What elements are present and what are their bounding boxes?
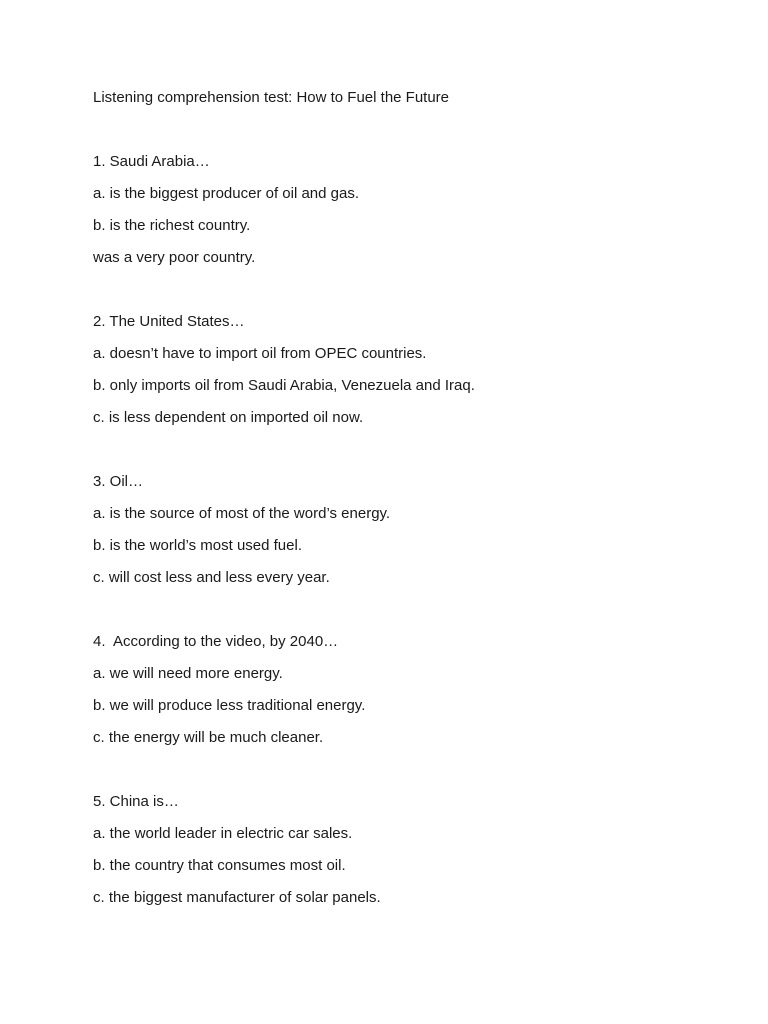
answer-option: c. is less dependent on imported oil now. [93,409,364,426]
question-text: 2. The United States… [93,313,245,330]
question-text: 4. According to the video, by 2040… [93,633,339,650]
answer-option: a. doesn’t have to import oil from OPEC countries. [93,345,427,362]
answer-option: a. the world leader in electric car sales. [93,825,353,842]
question-text: 1. Saudi Arabia… [93,153,210,170]
answer-option: c. the energy will be much cleaner. [93,729,324,746]
answer-option: was a very poor country. [93,249,256,266]
question-1 [93,151,713,269]
answer-option: a. is the source of most of the word’s energy. [93,505,391,522]
question-4 [93,631,713,749]
answer-option: b. the country that consumes most oil. [93,857,346,874]
answer-option: a. we will need more energy. [93,665,283,682]
question-text: 3. Oil… [93,473,144,490]
answer-option: b. only imports oil from Saudi Arabia, Venezuela and Iraq. [93,377,475,394]
document-title: Listening comprehension test: How to Fuel the Future [93,89,450,106]
document-body [93,87,713,951]
answer-option: b. is the world’s most used fuel. [93,537,302,554]
question-2 [93,311,713,429]
question-text: 5. China is… [93,793,179,810]
answer-option: b. we will produce less traditional energy. [93,697,366,714]
answer-option: c. the biggest manufacturer of solar panels. [93,889,381,906]
answer-option: a. is the biggest producer of oil and gas. [93,185,360,202]
answer-option: b. is the richest country. [93,217,251,234]
answer-option: c. will cost less and less every year. [93,569,330,586]
question-3 [93,471,713,589]
question-5 [93,791,713,909]
